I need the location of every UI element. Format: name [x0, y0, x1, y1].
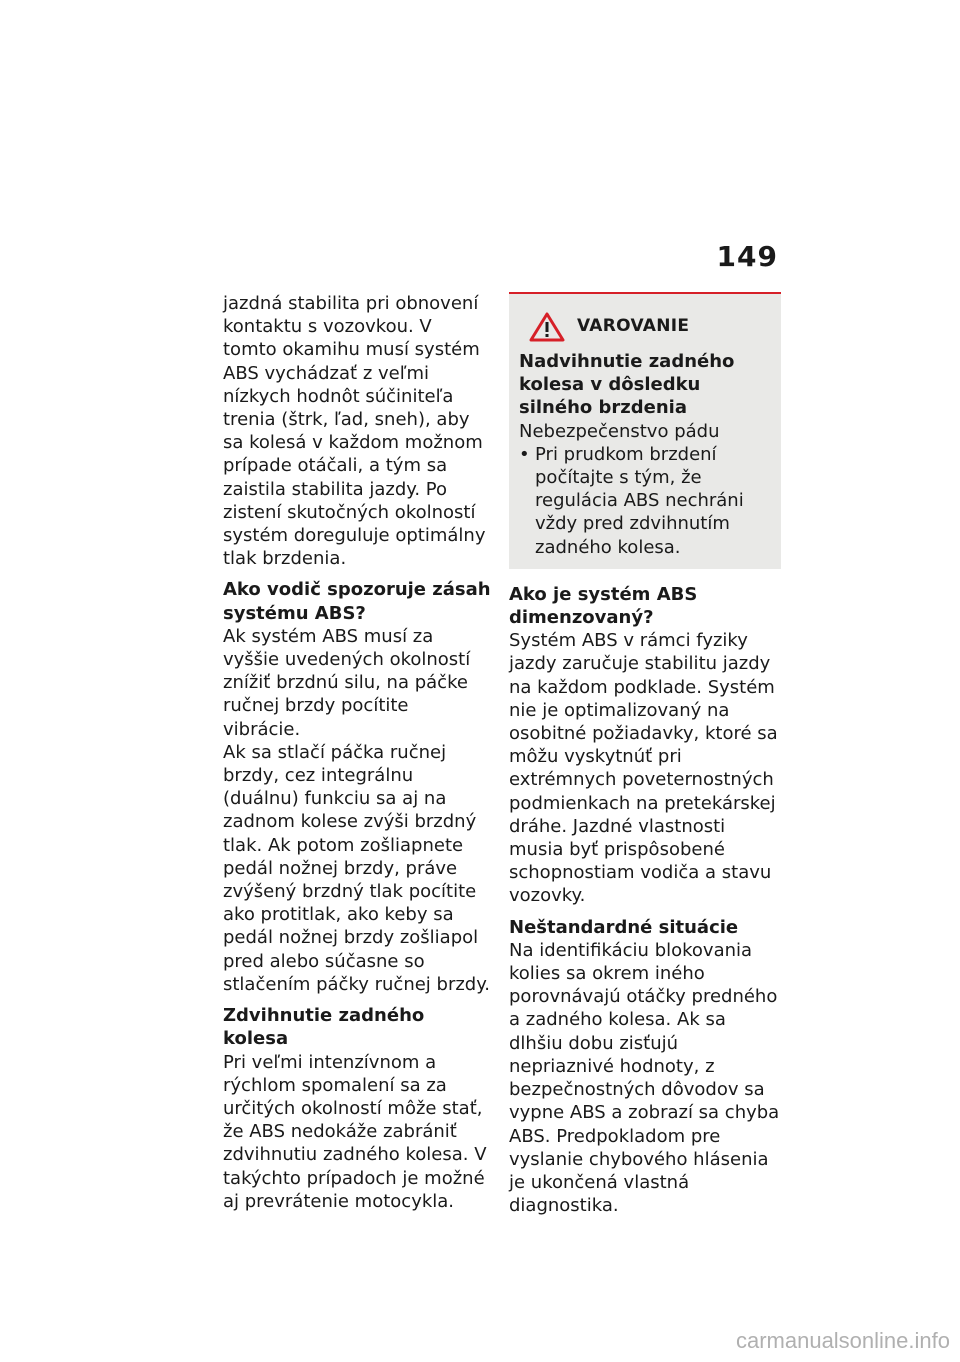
bullet-text: Pri prudkom brzdení počítajte s tým, že regulácia ABS nechráni vždy pred zdvihnutím zadného kolesa.: [535, 443, 744, 558]
bullet-dot: •: [519, 443, 530, 465]
section-heading: Ako vodič spozoruje zásah systému ABS?: [223, 579, 491, 624]
section-heading: Ako je systém ABS dimenzovaný?: [509, 583, 698, 629]
section-heading: Neštandardné situácie: [509, 916, 739, 938]
section-abs-intervention: [223, 578, 491, 996]
intro-paragraph: jazdná stabilita pri obnovení kontaktu s vozovkou. V tomto okamihu musí systém ABS vychádzať z veľmi nízkych hodnôt súčiniteľa trenia (štrk, ľad, sneh), aby sa kolesá v každom možnom prípade otáčali, a tým sa zaistila stabilita jazdy. Po zistení skutočných okolností systém doreguluje optimálny tlak brzdenia.: [223, 293, 486, 570]
section-rear-wheel-lift: [223, 1004, 491, 1213]
warning-title: VAROVANIE: [577, 316, 690, 337]
section-abs-dimensioning: [509, 583, 781, 908]
section-nonstandard-situations: [509, 916, 781, 1218]
left-column: [223, 292, 491, 1221]
paragraph: Ak systém ABS musí za vyššie uvedených okolností znížiť brzdnú silu, na páčke ručnej brzdy pocítite vibrácie.: [223, 625, 471, 740]
paragraph: Ak sa stlačí páčka ručnej brzdy, cez integrálnu (duálnu) funkciu sa aj na zadnom kolese zvýši brzdný tlak. Ak potom zošliapnete pedál nožnej brzdy, práve zvýšený brzdný tlak pocítite ako protitlak, ako keby sa pedál nožnej brzdy zošliapol pred alebo súčasne so stlačením páčky ručnej brzdy.: [223, 741, 491, 995]
warning-bullet: [519, 443, 771, 559]
warning-subtitle: Nadvihnutie zadného kolesa v dôsledku silného brzdenia: [519, 351, 735, 419]
page-number: 149: [716, 240, 778, 273]
paragraph: Na identifikáciu blokovania kolies sa okrem iného porovnávajú otáčky predného a zadného kolesa. Ak sa dlhšiu dobu zisťujú nepriaznivé hodnoty, z bezpečnostných dôvodov sa vypne ABS a zobrazí sa chyba ABS. Predpokladom pre vyslanie chybového hlásenia je ukončená vlastná diagnostika.: [509, 939, 780, 1217]
right-column: [509, 292, 781, 1225]
warning-header: [519, 312, 771, 342]
paragraph: Pri veľmi intenzívnom a rýchlom spomalení sa za určitých okolností môže stať, že ABS nedokáže zabrániť zdvihnutiu zadného kolesa. V takýchto prípadoch je možné aj prevrátenie motocykla.: [223, 1051, 487, 1212]
warning-triangle-icon: [529, 312, 565, 342]
section-heading: Zdvihnutie zadného kolesa: [223, 1005, 425, 1050]
warning-risk: Nebezpečenstvo pádu: [519, 420, 720, 442]
warning-box: [509, 292, 781, 569]
watermark: carmanualsonline.info: [735, 1328, 950, 1353]
paragraph: Systém ABS v rámci fyziky jazdy zaručuje stabilitu jazdy na každom podklade. Systém nie je optimalizovaný na osobitné požiadavky, ktoré sa môžu vyskytnúť pri extrémnych poveternostných podmienkach na pretekárskej dráhe. Jazdné vlastnosti musia byť prispôsobené schopnostiam vodiča a stavu vozovky.: [509, 630, 778, 907]
